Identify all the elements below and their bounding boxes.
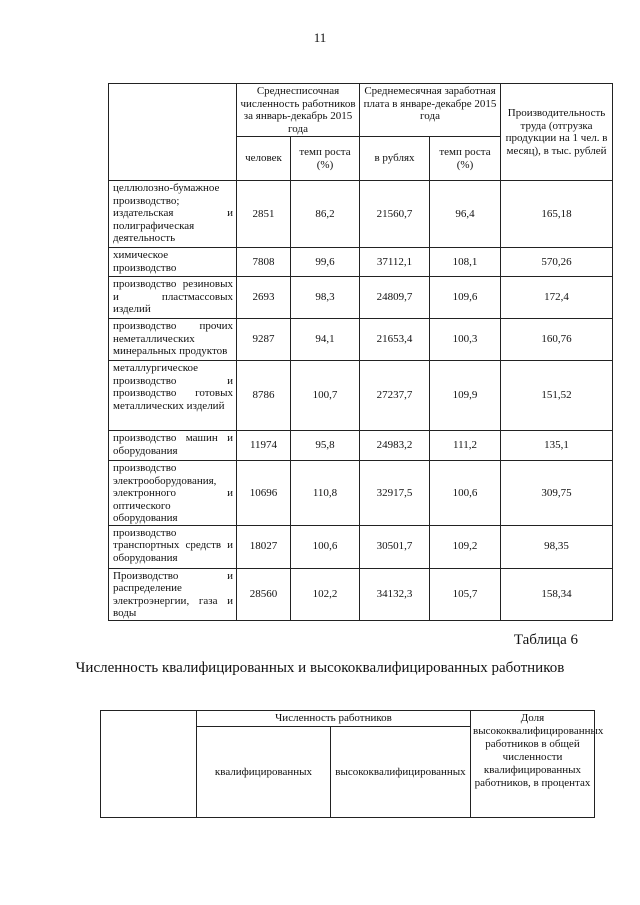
- row-industry-name: химическое производство: [109, 248, 237, 277]
- row-persons: 2693: [237, 277, 291, 319]
- row-salary: 21653,4: [360, 319, 430, 361]
- row-growth-salary: 111,2: [430, 431, 501, 461]
- row-persons: 18027: [237, 525, 291, 568]
- row-productivity: 135,1: [501, 431, 613, 461]
- row-productivity: 158,34: [501, 568, 613, 620]
- row-growth-salary: 105,7: [430, 568, 501, 620]
- header-rubles: в рублях: [360, 137, 430, 181]
- row-salary: 34132,3: [360, 568, 430, 620]
- row-industry-name: целлюлозно-бумажное производство; издательская и полиграфическая деятельность: [109, 181, 237, 248]
- row-growth-salary: 108,1: [430, 248, 501, 277]
- industry-statistics-table: [108, 83, 613, 621]
- row-persons: 7808: [237, 248, 291, 277]
- row-industry-name: производство резиновых и пластмассовых изделий: [109, 277, 237, 319]
- table-row: [109, 277, 613, 319]
- qualified-workers-table: [100, 710, 604, 818]
- header-productivity: Производительность труда (отгрузка продукции на 1 чел. в месяц), в тыс. рублей: [501, 84, 613, 181]
- row-productivity: 570,26: [501, 248, 613, 277]
- row-growth-salary: 109,9: [430, 361, 501, 431]
- row-industry-name: производство машин и оборудования: [109, 431, 237, 461]
- row-industry-name: производство прочих неметаллических минеральных продуктов: [109, 319, 237, 361]
- table-row: [109, 361, 613, 431]
- row-growth-headcount: 100,6: [291, 525, 360, 568]
- row-industry-name: металлургическое производство и производство готовых металлических изделий: [109, 361, 237, 431]
- row-industry-name: производство электрооборудования, электронного и оптического оборудования: [109, 461, 237, 526]
- header-empty-cell: [101, 711, 197, 818]
- row-salary: 24983,2: [360, 431, 430, 461]
- row-productivity: 151,52: [501, 361, 613, 431]
- row-growth-salary: 109,6: [430, 277, 501, 319]
- row-persons: 8786: [237, 361, 291, 431]
- row-salary: 21560,7: [360, 181, 430, 248]
- row-growth-headcount: 86,2: [291, 181, 360, 248]
- table-row: [109, 525, 613, 568]
- header-headcount-group: Среднесписочная численность работников за январь-декабрь 2015 года: [237, 84, 360, 137]
- row-growth-salary: 109,2: [430, 525, 501, 568]
- row-industry-name: производство транспортных средств и оборудования: [109, 525, 237, 568]
- row-salary: 27237,7: [360, 361, 430, 431]
- row-growth-headcount: 98,3: [291, 277, 360, 319]
- row-salary: 37112,1: [360, 248, 430, 277]
- row-growth-headcount: 99,6: [291, 248, 360, 277]
- row-growth-headcount: 95,8: [291, 431, 360, 461]
- table-row: [109, 319, 613, 361]
- header-persons: человек: [237, 137, 291, 181]
- header-growth-rate-headcount: темп роста (%): [291, 137, 360, 181]
- header-workers-count: Численность работников: [197, 711, 471, 727]
- header-highly-qualified: высококвалифицированных: [331, 727, 471, 818]
- row-persons: 9287: [237, 319, 291, 361]
- header-growth-rate-salary: темп роста (%): [430, 137, 501, 181]
- header-qualified: квалифицированных: [197, 727, 331, 818]
- row-growth-headcount: 110,8: [291, 461, 360, 526]
- table-row: [109, 248, 613, 277]
- header-salary-group: Среднемесячная заработная плата в январе-декабре 2015 года: [360, 84, 501, 137]
- table-row: [109, 431, 613, 461]
- row-growth-headcount: 102,2: [291, 568, 360, 620]
- row-growth-salary: 96,4: [430, 181, 501, 248]
- row-persons: 2851: [237, 181, 291, 248]
- row-persons: 28560: [237, 568, 291, 620]
- table-row: [109, 568, 613, 620]
- row-productivity: 165,18: [501, 181, 613, 248]
- row-salary: 30501,7: [360, 525, 430, 568]
- row-productivity: 172,4: [501, 277, 613, 319]
- row-growth-headcount: 100,7: [291, 361, 360, 431]
- row-salary: 32917,5: [360, 461, 430, 526]
- header-highly-qualified-share: Доля высококвалифицированных работников в общей численности квалифицированных работников, в процентах: [471, 711, 595, 818]
- row-salary: 24809,7: [360, 277, 430, 319]
- table-row: [109, 181, 613, 248]
- row-persons: 11974: [237, 431, 291, 461]
- page-number: 11: [313, 30, 327, 45]
- row-industry-name: Производство и распределение электроэнергии, газа и воды: [109, 568, 237, 620]
- table-row: [109, 461, 613, 526]
- row-growth-headcount: 94,1: [291, 319, 360, 361]
- row-persons: 10696: [237, 461, 291, 526]
- header-empty-cell: [109, 84, 237, 181]
- table-title: Численность квалифицированных и высококвалифицированных работников: [75, 660, 565, 676]
- row-growth-salary: 100,3: [430, 319, 501, 361]
- row-productivity: 160,76: [501, 319, 613, 361]
- row-productivity: 309,75: [501, 461, 613, 526]
- table-number: Таблица 6: [513, 632, 578, 648]
- row-growth-salary: 100,6: [430, 461, 501, 526]
- row-productivity: 98,35: [501, 525, 613, 568]
